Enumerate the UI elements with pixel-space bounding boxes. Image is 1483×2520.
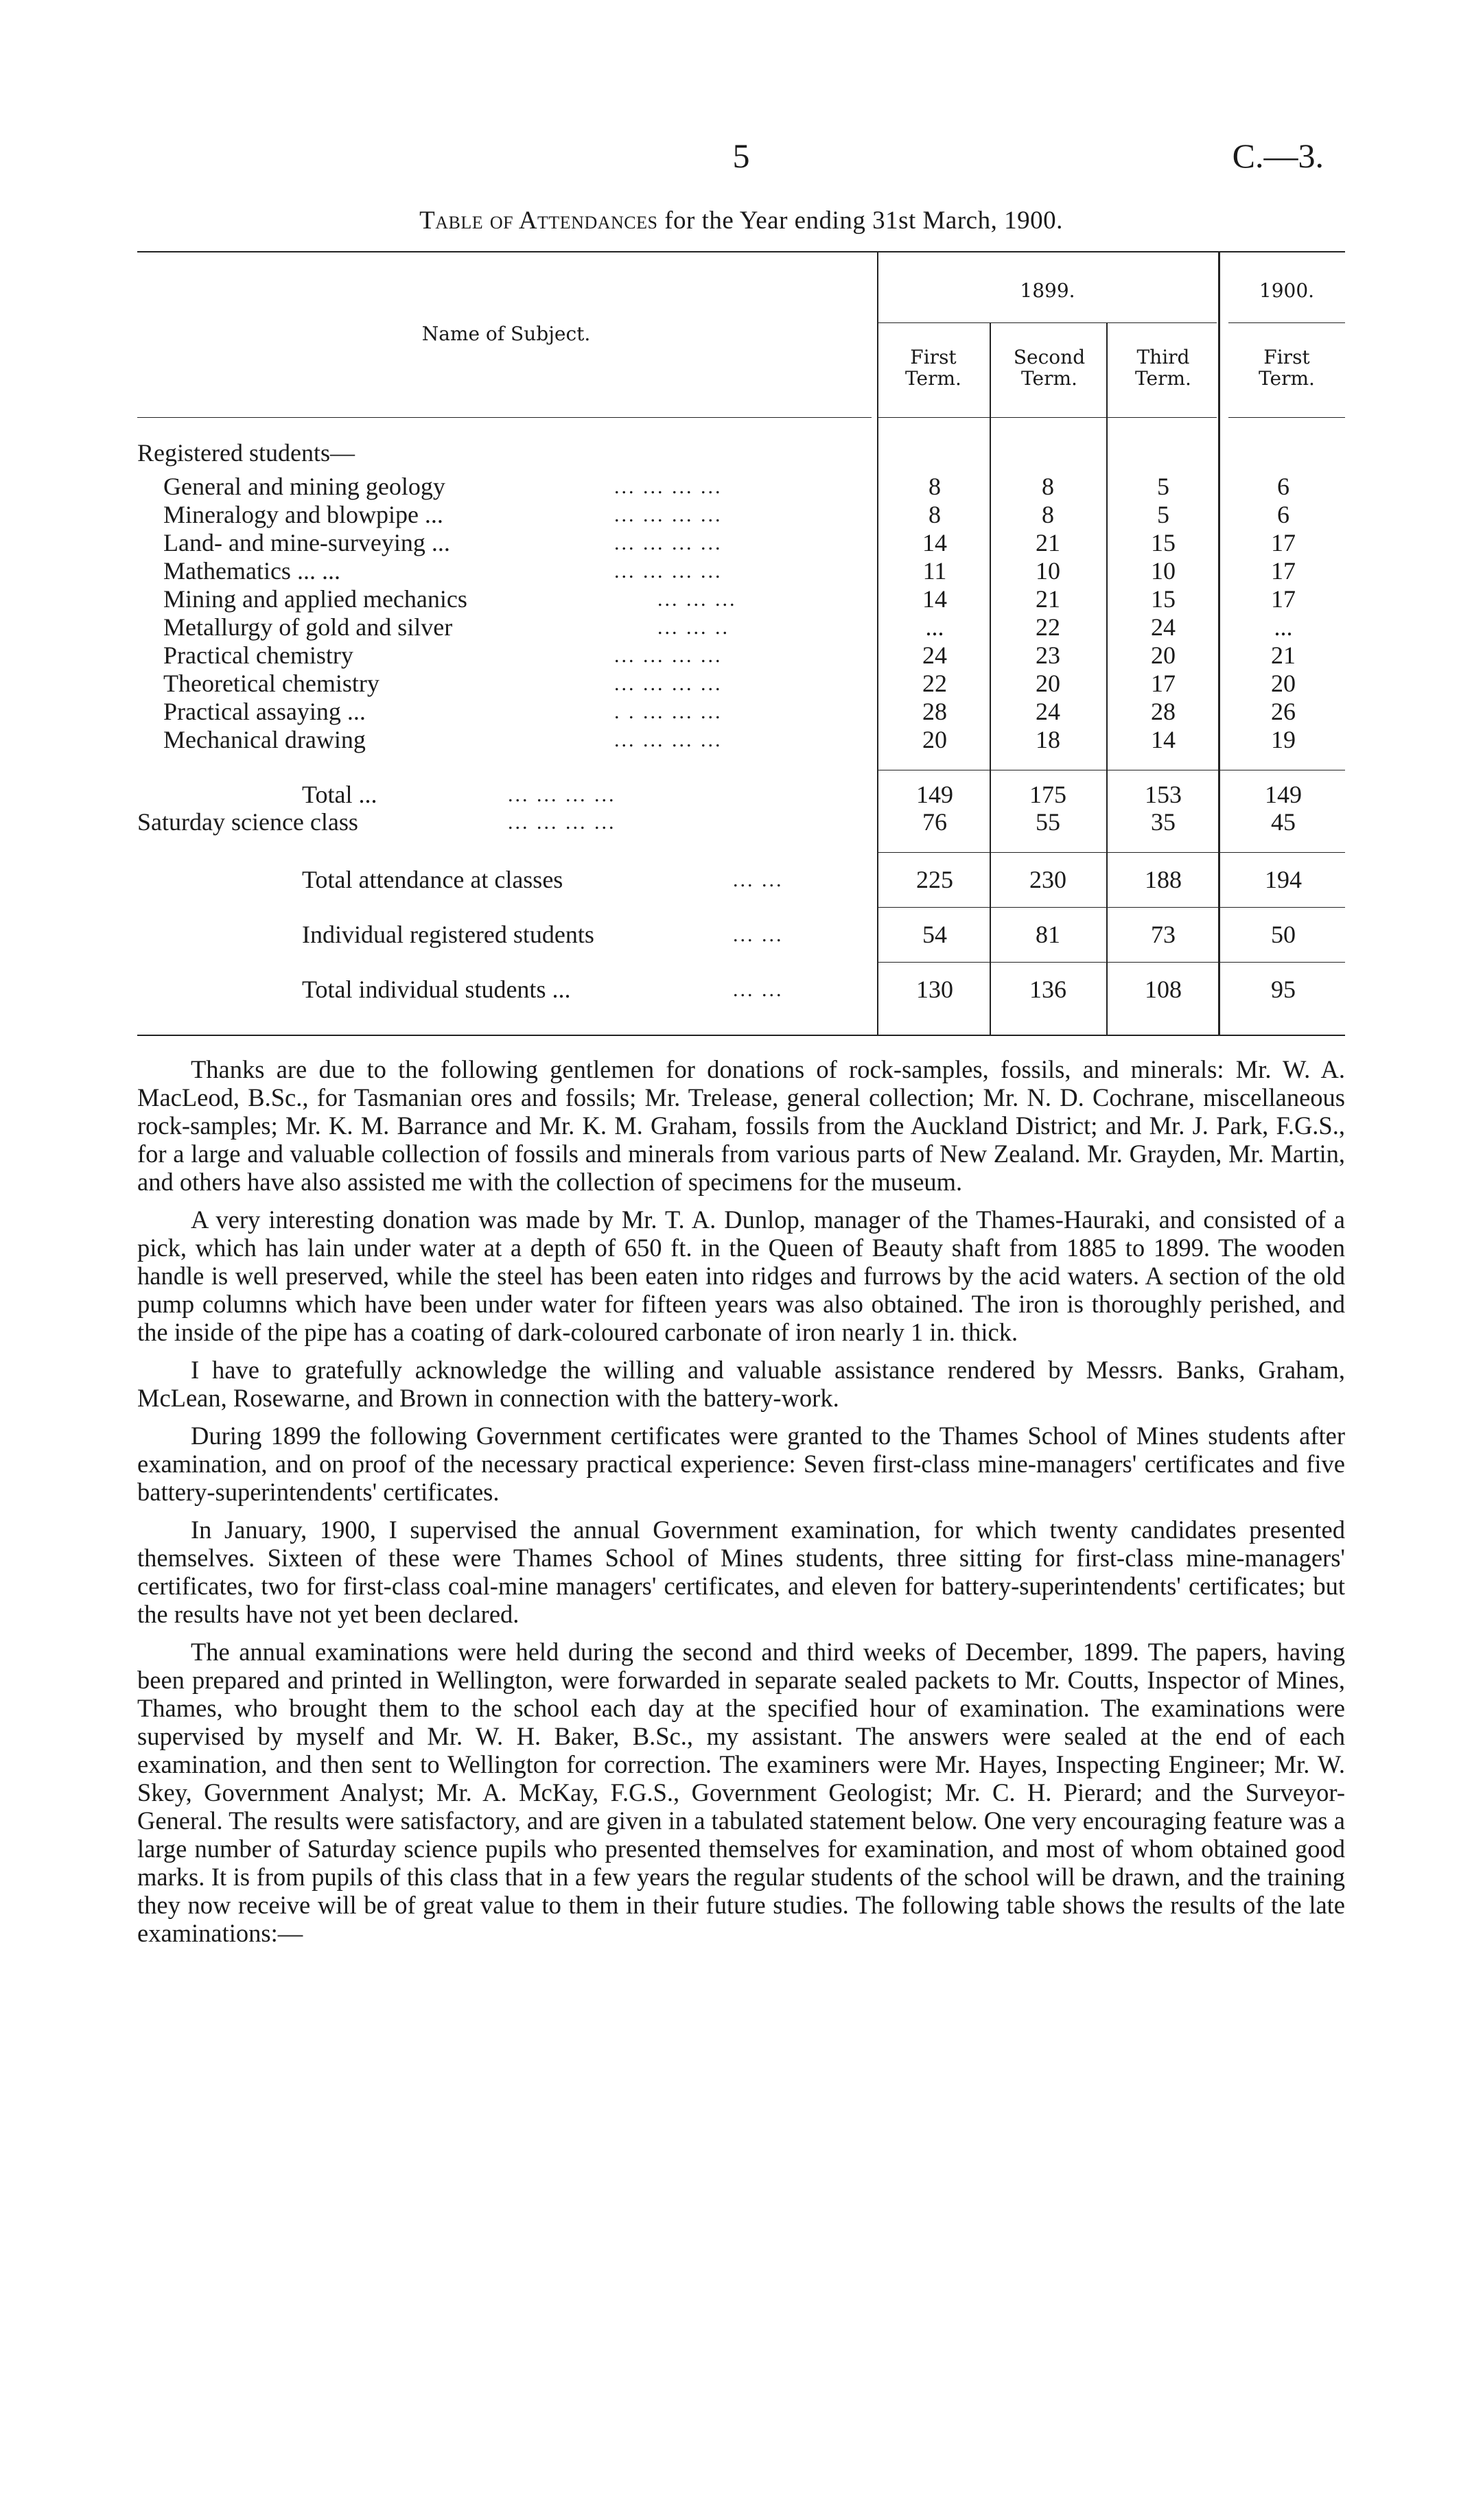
value-first-1899: 225 xyxy=(916,866,953,893)
individual-registered-label: Individual registered students xyxy=(302,921,594,948)
total-individual-row xyxy=(0,976,1483,1004)
value-second-1899: 21 xyxy=(1036,529,1060,556)
col-second-term-1899 xyxy=(999,346,1099,389)
leader-dots: ... ... ... ... xyxy=(614,560,723,582)
value-third-1899: 108 xyxy=(1145,976,1182,1003)
section-label: Registered students— xyxy=(137,439,355,467)
total-row xyxy=(0,781,1483,809)
paragraph: The annual examinations were held during the second and third weeks of December, 1899. The papers, having been prepared and printed in Wellington, were forwarded in separate sealed packets to Mr. Coutts, Inspector of Mines, Thames, who brought them to the school each day at the specified hour of examination. The examinations were supervised by myself and Mr. W. H. Baker, B.Sc., my assistant. The answers were sealed at the end of each examination, and then sent to Wellington for correction. The examiners were Mr. Hayes, Inspecting Engineer; Mr. W. Skey, Government Analyst; Mr. A. McKay, F.G.S., Government Geologist; Mr. C. H. Pierard; and the Surveyor-General. The results were satisfactory, and are given in a tabulated statement below. One very encouraging feature was a large number of Saturday science pupils who presented themselves for examination, and most of whom obtained good marks. It is from pupils of this class that in a few years the regular students of the school will be drawn, and the training they now receive will be of great value to them in their future studies. The following table shows the results of the late examinations:— xyxy=(137,1638,1345,1947)
value-first-1900: 17 xyxy=(1271,585,1296,613)
value-first-1899: 24 xyxy=(922,641,947,669)
value-second-1899: 136 xyxy=(1029,976,1066,1003)
col-first-term-1899 xyxy=(885,346,981,389)
paragraph: A very interesting donation was made by Mr. T. A. Dunlop, manager of the Thames-Hauraki, and consisted of a pick, which has lain under water at a depth of 650 ft. in the Queen of Beauty shaft from 1885 to 1899. The wooden handle is well preserved, while the steel has been eaten into ridges and furrows by the acid waters. A section of the old pump columns which have been under water for fifteen years was also obtained. The iron is thoroughly perished, and the inside of the pipe has a coating of dark-coloured carbonate of iron nearly 1 in. thick. xyxy=(137,1205,1345,1346)
leader-dots: ... ... ... ... xyxy=(614,532,723,554)
paragraph: Thanks are due to the following gentlemen for donations of rock-samples, fossils, and minerals: Mr. W. A. MacLeod, B.Sc., for Tasmanian ores and fossils; Mr. Trelease, general collection; Mr. N. D. Cochrane, miscellaneous rock-samples; Mr. K. M. Barrance and Mr. K. M. Graham, fossils from the Auckland District; and Mr. J. Park, F.G.S., for a large and valuable collection of fossils and minerals from various parts of New Zealand. Mr. Grayden, Mr. Martin, and others have also assisted me with the collection of specimens for the museum. xyxy=(137,1055,1345,1196)
value-first-1900: 17 xyxy=(1271,529,1296,556)
paragraph: In January, 1900, I supervised the annual Government examination, for which twenty candidates presented themselves. Sixteen of these were Thames School of Mines students, three sitting for first-class mine-managers' certificates, two for first-class coal-mine managers' certificates, and eleven for battery-superintendents' certificates; but the results have not yet been declared. xyxy=(137,1516,1345,1628)
term-header-rule-1900 xyxy=(1228,417,1345,418)
paragraph: During 1899 the following Government certificates were granted to the Thames School of Mines students after examination, and on proof of the necessary practical experience: Seven first-class mine-managers' certificates and five battery-superintendents' certificates. xyxy=(137,1422,1345,1506)
leader-dots: ... ... ... ... xyxy=(614,644,723,667)
value-first-1900: 6 xyxy=(1277,473,1289,500)
paragraph: I have to gratefully acknowledge the willing and valuable assistance rendered by Messrs. Banks, Graham, McLean, Rosewarne, and Brown in connection with the battery-work. xyxy=(137,1356,1345,1412)
leader-dots: . . ... ... ... xyxy=(614,700,723,723)
value-third-1899: 73 xyxy=(1151,921,1176,948)
value-second-1899: 230 xyxy=(1029,866,1066,893)
value-first-1900: 149 xyxy=(1265,781,1302,808)
table-top-rule xyxy=(137,251,1345,252)
year-1899-rule xyxy=(878,322,1217,323)
subject-name: Mechanical drawing xyxy=(163,726,366,753)
table-row xyxy=(0,670,1483,698)
leader-dots: ... ... .. xyxy=(657,616,729,639)
value-first-1899: 54 xyxy=(922,921,947,948)
value-first-1899: 130 xyxy=(916,976,953,1003)
value-first-1899: ... xyxy=(925,613,944,641)
saturday-class-label: Saturday science class xyxy=(137,808,358,836)
subject-name: Metallurgy of gold and silver xyxy=(163,613,453,641)
value-first-1900: 194 xyxy=(1265,866,1302,893)
value-first-1899: 20 xyxy=(922,726,947,753)
value-first-1899: 14 xyxy=(922,585,947,613)
value-first-1899: 149 xyxy=(916,781,953,808)
value-first-1900: 45 xyxy=(1271,808,1296,836)
table-row xyxy=(0,529,1483,557)
table-row xyxy=(0,501,1483,529)
value-second-1899: 23 xyxy=(1036,641,1060,669)
subject-name: Practical chemistry xyxy=(163,641,353,669)
col-first-term-1900 xyxy=(1232,346,1342,389)
value-second-1899: 55 xyxy=(1036,808,1060,836)
name-header-rule xyxy=(137,417,872,418)
subject-name: Land- and mine-surveying ... xyxy=(163,529,450,556)
value-second-1899: 81 xyxy=(1036,921,1060,948)
value-second-1899: 8 xyxy=(1042,473,1054,500)
col-header-line: Term. xyxy=(1021,367,1077,390)
value-first-1900: 21 xyxy=(1271,641,1296,669)
value-first-1900: 50 xyxy=(1271,921,1296,948)
table-row xyxy=(0,698,1483,726)
leader-dots: ... ... ... ... xyxy=(614,672,723,695)
col-header-line: First xyxy=(910,346,957,368)
attendance-overline xyxy=(878,852,1345,853)
value-third-1899: 28 xyxy=(1151,698,1176,725)
table-bottom-rule xyxy=(137,1035,1345,1036)
value-first-1899: 22 xyxy=(922,670,947,697)
value-third-1899: 5 xyxy=(1157,501,1169,528)
subject-name: Theoretical chemistry xyxy=(163,670,379,697)
value-third-1899: 188 xyxy=(1145,866,1182,893)
page-number: 5 xyxy=(732,137,750,175)
leader-dots: ... ... ... ... xyxy=(508,811,616,834)
total-attendance-label: Total attendance at classes xyxy=(302,866,563,893)
table-row xyxy=(0,473,1483,501)
leader-dots: ... ... xyxy=(733,869,784,891)
value-third-1899: 5 xyxy=(1157,473,1169,500)
value-first-1899: 8 xyxy=(929,473,941,500)
value-second-1899: 10 xyxy=(1036,557,1060,585)
value-second-1899: 8 xyxy=(1042,501,1054,528)
table-row xyxy=(0,726,1483,754)
subject-name: Mathematics ... ... xyxy=(163,557,340,585)
document-reference: C.—3. xyxy=(1232,137,1324,175)
value-first-1900: 19 xyxy=(1271,726,1296,753)
col-header-line: Term. xyxy=(905,367,961,390)
value-third-1899: 20 xyxy=(1151,641,1176,669)
table-row xyxy=(0,613,1483,641)
value-first-1899: 11 xyxy=(922,557,947,585)
year-1900-rule xyxy=(1228,322,1345,323)
col-header-line: Term. xyxy=(1259,367,1315,390)
leader-dots: ... ... ... ... xyxy=(508,784,616,806)
value-third-1899: 10 xyxy=(1151,557,1176,585)
year-1900-header: 1900. xyxy=(1259,279,1315,302)
leader-dots: ... ... ... ... xyxy=(614,504,723,526)
body-text xyxy=(137,1055,1345,1957)
table-title xyxy=(137,206,1345,235)
subject-name: General and mining geology xyxy=(163,473,445,500)
value-second-1899: 18 xyxy=(1036,726,1060,753)
leader-dots: ... ... ... ... xyxy=(614,729,723,751)
subject-name: Practical assaying ... xyxy=(163,698,366,725)
value-first-1900: 20 xyxy=(1271,670,1296,697)
name-of-subject-header: Name of Subject. xyxy=(421,322,591,345)
leader-dots: ... ... ... xyxy=(657,588,737,611)
value-third-1899: 15 xyxy=(1151,529,1176,556)
individual-registered-row xyxy=(0,921,1483,949)
value-third-1899: 24 xyxy=(1151,613,1176,641)
value-first-1900: ... xyxy=(1274,613,1293,641)
total-attendance-row xyxy=(0,866,1483,894)
section-row xyxy=(0,439,1483,467)
registered-overline xyxy=(878,907,1345,908)
col-header-line: Term. xyxy=(1135,367,1191,390)
value-second-1899: 20 xyxy=(1036,670,1060,697)
value-first-1899: 76 xyxy=(922,808,947,836)
table-title-rest: for the Year ending 31st March, 1900. xyxy=(657,207,1063,235)
individual-overline xyxy=(878,962,1345,963)
table-row xyxy=(0,641,1483,670)
term-header-rule-1899 xyxy=(878,417,1217,418)
value-first-1899: 28 xyxy=(922,698,947,725)
value-first-1900: 95 xyxy=(1271,976,1296,1003)
col-header-line: Third xyxy=(1136,346,1190,368)
table-row xyxy=(0,557,1483,585)
subject-name: Mineralogy and blowpipe ... xyxy=(163,501,443,528)
value-first-1899: 14 xyxy=(922,529,947,556)
value-second-1899: 21 xyxy=(1036,585,1060,613)
value-third-1899: 153 xyxy=(1145,781,1182,808)
saturday-class-row xyxy=(0,808,1483,836)
value-third-1899: 35 xyxy=(1151,808,1176,836)
total-individual-label: Total individual students ... xyxy=(302,976,571,1003)
col-third-term-1899 xyxy=(1113,346,1213,389)
leader-dots: ... ... xyxy=(733,923,784,946)
value-third-1899: 15 xyxy=(1151,585,1176,613)
value-third-1899: 14 xyxy=(1151,726,1176,753)
table-title-caps: Table of Attendances xyxy=(419,207,658,235)
leader-dots: ... ... ... ... xyxy=(614,475,723,498)
table-row xyxy=(0,585,1483,613)
value-second-1899: 22 xyxy=(1036,613,1060,641)
subject-name: Mining and applied mechanics xyxy=(163,585,467,613)
col-header-line: First xyxy=(1263,346,1310,368)
value-first-1899: 8 xyxy=(929,501,941,528)
total-label: Total ... xyxy=(302,781,377,808)
value-second-1899: 175 xyxy=(1029,781,1066,808)
value-second-1899: 24 xyxy=(1036,698,1060,725)
value-third-1899: 17 xyxy=(1151,670,1176,697)
value-first-1900: 26 xyxy=(1271,698,1296,725)
leader-dots: ... ... xyxy=(733,978,784,1001)
col-header-line: Second xyxy=(1013,346,1086,368)
year-1899-header: 1899. xyxy=(1020,279,1075,302)
value-first-1900: 17 xyxy=(1271,557,1296,585)
value-first-1900: 6 xyxy=(1277,501,1289,528)
